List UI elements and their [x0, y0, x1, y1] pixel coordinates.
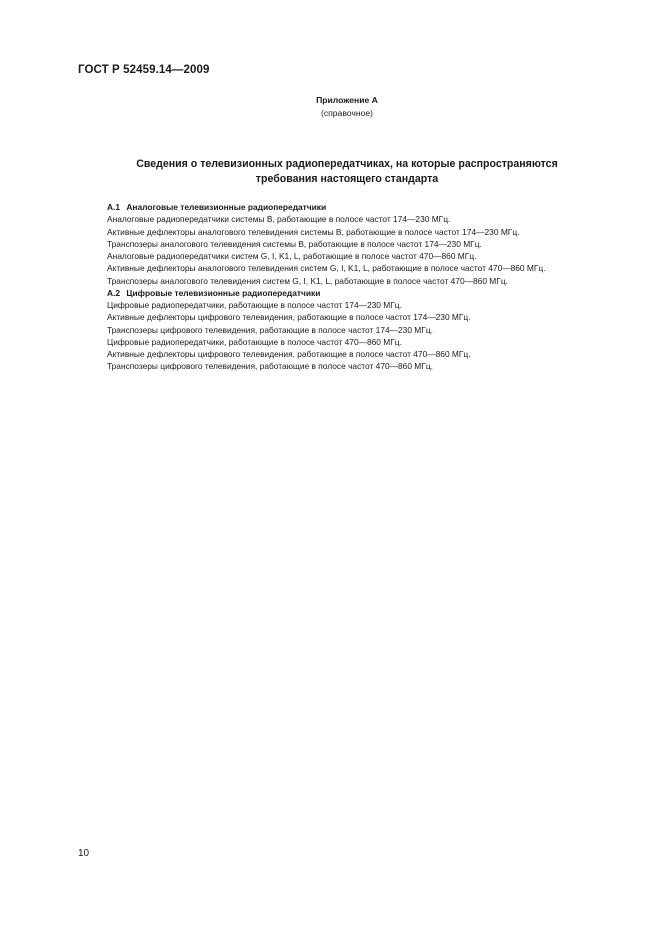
section-number: А.1 [107, 202, 121, 212]
appendix-content [78, 201, 614, 373]
list-item: Транспозеры цифрового телевидения, работающие в полосе частот 470—860 МГц. [107, 361, 433, 372]
section-title: Аналоговые телевизионные радиопередатчики [126, 202, 327, 212]
list-item: Транспозеры цифрового телевидения, работающие в полосе частот 174—230 МГц. [107, 324, 433, 335]
document-title-line-1: Сведения о телевизионных радиопередатчиках, на которые распространяются [136, 158, 558, 170]
document-title-line-2: требования настоящего стандарта [255, 173, 439, 185]
page-number: 10 [78, 848, 90, 859]
list-item: Аналоговые радиопередатчики системы В, работающие в полосе частот 174—230 МГц. [107, 214, 451, 225]
list-item: Активные дефлекторы аналогового телевидения системы В, работающие в полосе частот 174—230 МГц. [107, 226, 520, 237]
list-item: Цифровые радиопередатчики, работающие в полосе частот 470—860 МГц. [107, 336, 402, 347]
section-heading-a1 [78, 201, 614, 213]
appendix-label: Приложение А [316, 95, 378, 105]
list-item: Транспозеры аналогового телевидения систем G, I, K1, L, работающие в полосе частот 470—860 МГц. [107, 275, 508, 286]
section-heading-a2 [78, 287, 614, 299]
page-header-standard-code: ГОСТ Р 52459.14—2009 [78, 64, 210, 76]
section-title: Цифровые телевизионные радиопередатчики [126, 287, 321, 298]
list-item: Активные дефлекторы цифрового телевидения, работающие в полосе частот 470—860 МГц. [107, 349, 471, 359]
appendix-heading [0, 94, 661, 120]
list-item: Цифровые радиопередатчики, работающие в полосе частот 174—230 МГц. [107, 300, 402, 310]
document-title [90, 157, 604, 187]
appendix-note: (справочное) [320, 108, 374, 118]
list-item: Активные дефлекторы аналогового телевидения систем G, I, K1, L, работающие в полосе частот 470—860 МГц. [107, 263, 546, 274]
list-item: Активные дефлекторы цифрового телевидения, работающие в полосе частот 174—230 МГц. [107, 312, 471, 323]
list-item: Аналоговые радиопередатчики систем G, I, K1, L, работающие в полосе частот 470—860 МГц. [107, 251, 477, 261]
section-number: А.2 [107, 287, 121, 298]
list-item: Транспозеры аналогового телевидения системы В, работающие в полосе частот 174—230 МГц. [107, 238, 482, 249]
